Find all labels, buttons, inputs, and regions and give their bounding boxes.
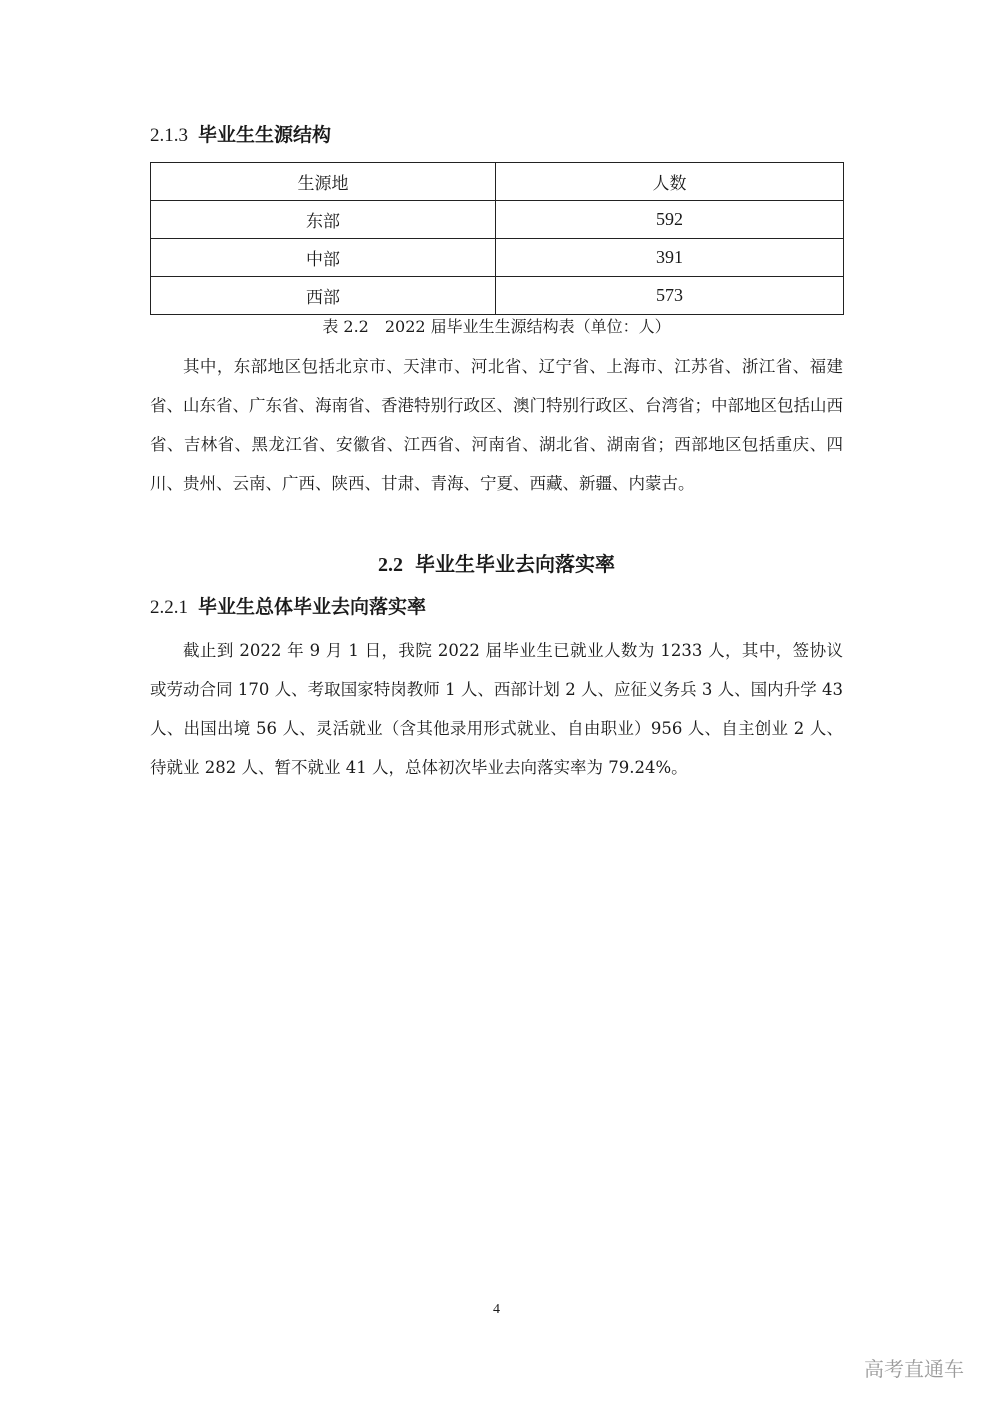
section-title: 毕业生毕业去向落实率 bbox=[415, 552, 615, 576]
section-number: 2.2 bbox=[378, 554, 403, 576]
watermark-text: 高考直通车 bbox=[864, 1357, 964, 1381]
count-cell: 573 bbox=[496, 277, 844, 315]
table-row bbox=[151, 201, 844, 239]
section-2-1-3-heading bbox=[150, 122, 331, 149]
column-header-count: 人数 bbox=[496, 163, 844, 201]
table-row bbox=[151, 277, 844, 315]
section-2-2-heading bbox=[150, 550, 843, 579]
section-number: 2.2.1 bbox=[150, 597, 188, 618]
region-cell: 东部 bbox=[151, 201, 496, 239]
section-2-2-1-heading bbox=[150, 594, 426, 621]
table-row bbox=[151, 239, 844, 277]
table-caption: 表 2.2 2022 届毕业生生源结构表（单位：人） bbox=[322, 317, 671, 336]
region-note-paragraph: 其中，东部地区包括北京市、天津市、河北省、辽宁省、上海市、江苏省、浙江省、福建省、山东省、广东省、海南省、香港特别行政区、澳门特别行政区、台湾省；中部地区包括山西省、吉林省、黑龙江省、安徽省、江西省、河南省、湖北省、湖南省；西部地区包括重庆、四川、贵州、云南、广西、陕西、甘肃、青海、宁夏、西藏、新疆、内蒙古。 bbox=[150, 357, 843, 493]
region-cell: 西部 bbox=[151, 277, 496, 315]
section-title: 毕业生生源结构 bbox=[198, 124, 332, 146]
region-cell: 中部 bbox=[151, 239, 496, 277]
section-number: 2.1.3 bbox=[150, 125, 188, 146]
count-cell: 592 bbox=[496, 201, 844, 239]
page-number: 4 bbox=[493, 1302, 500, 1317]
count-cell: 391 bbox=[496, 239, 844, 277]
table-header-row bbox=[151, 163, 844, 201]
source-structure-table bbox=[150, 162, 844, 315]
section-title: 毕业生总体毕业去向落实率 bbox=[198, 596, 427, 618]
employment-paragraph: 截止到 2022 年 9 月 1 日，我院 2022 届毕业生已就业人数为 1233 人，其中，签协议或劳动合同 170 人、考取国家特岗教师 1 人、西部计划 2 人、应征义务兵 3 人、国内升学 43 人、出国出境 56 人、灵活就业（含其他录用形式就业、自由职业）956 人、自主创业 2 人、待就业 282 人、暂不就业 41 人，总体初次毕业去向落实率为 79.24%。 bbox=[150, 641, 843, 777]
column-header-region: 生源地 bbox=[151, 163, 496, 201]
